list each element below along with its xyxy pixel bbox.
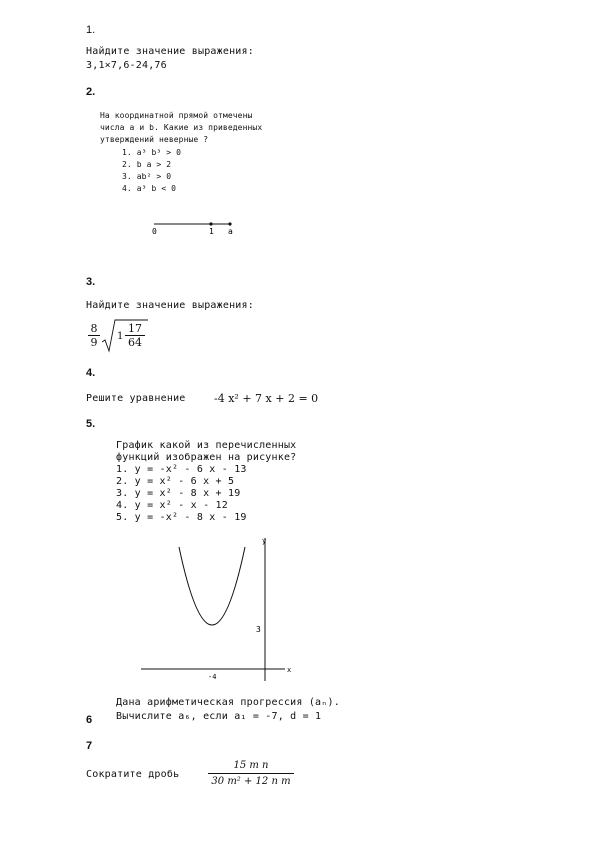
label-one: 1 [209, 227, 214, 236]
task6-line1: Дана арифметическая прогрессия (aₙ). [116, 697, 340, 708]
task2-text [100, 110, 262, 146]
task3-whole-part: 1 [117, 331, 124, 342]
x-tick-label: -4 [208, 673, 217, 681]
task7-number: 7 [86, 740, 93, 752]
task2-text-line: утверждений неверные ? [100, 135, 209, 144]
task7-denominator: 30 m² + 12 n m [211, 776, 291, 787]
point-one [209, 222, 212, 225]
task7-numerator: 15 m n [233, 760, 269, 771]
task6-number: 6 [86, 714, 93, 726]
task2-number-line [145, 218, 245, 238]
task6-line2: Вычислите a₆, если a₁ = -7, d = 1 [116, 711, 322, 722]
task2-number: 2. [86, 86, 96, 98]
parabola-curve [179, 547, 245, 625]
task5-option: 1. y = -x² - 6 x - 13 [116, 464, 247, 475]
coef-numerator: 8 [90, 322, 98, 335]
task4-number: 4. [86, 367, 96, 379]
task5-text-line: функций изображен на рисунке? [116, 452, 297, 463]
task5-text [116, 440, 296, 464]
task7-fraction [208, 760, 294, 787]
task5-option: 4. y = x² - x - 12 [116, 500, 228, 511]
fraction-bar [208, 773, 294, 774]
coef-denominator: 9 [90, 336, 98, 349]
y-tick-label: 3 [256, 625, 261, 634]
task5-number: 5. [86, 418, 96, 430]
task2-option: 1. a³ b³ > 0 [122, 148, 181, 157]
task2-option: 2. b a > 2 [122, 160, 172, 169]
task7-prompt: Сократите дробь [86, 769, 180, 780]
task3-prompt: Найдите значение выражения: [86, 300, 254, 311]
label-zero: 0 [152, 227, 157, 236]
task2-text-line: числа a и b. Какие из приведенных [100, 123, 263, 132]
task2-option: 3. ab² > 0 [122, 172, 172, 181]
task5-graph [135, 533, 305, 685]
task5-option: 2. y = x² - 6 x + 5 [116, 476, 235, 487]
y-axis-label: y [262, 537, 267, 545]
task1-number: 1. [86, 24, 96, 36]
task4-equation: -4 x² + 7 x + 2 = 0 [214, 392, 319, 405]
x-axis-label: x [287, 666, 292, 674]
label-a: a [228, 227, 233, 236]
task5-text-line: График какой из перечисленных [116, 440, 297, 451]
task1-prompt: Найдите значение выражения: [86, 46, 254, 57]
task1-expression: 3,1×7,6-24,76 [86, 60, 167, 71]
task3-number: 3. [86, 276, 96, 288]
radicand-denominator: 64 [128, 336, 142, 349]
task5-options [116, 464, 247, 524]
task3-coefficient [88, 322, 100, 349]
task2-options [122, 147, 181, 195]
task2-option: 4. a³ b < 0 [122, 184, 177, 193]
task5-option: 3. y = x² - 8 x + 19 [116, 488, 241, 499]
task5-option: 5. y = -x² - 8 x - 19 [116, 512, 247, 523]
radicand-numerator: 17 [128, 322, 142, 335]
task3-radicand-fraction [125, 322, 145, 349]
task4-prompt: Решите уравнение [86, 393, 186, 404]
task2-text-line: На координатной прямой отмечены [100, 111, 253, 120]
point-a [228, 222, 231, 225]
